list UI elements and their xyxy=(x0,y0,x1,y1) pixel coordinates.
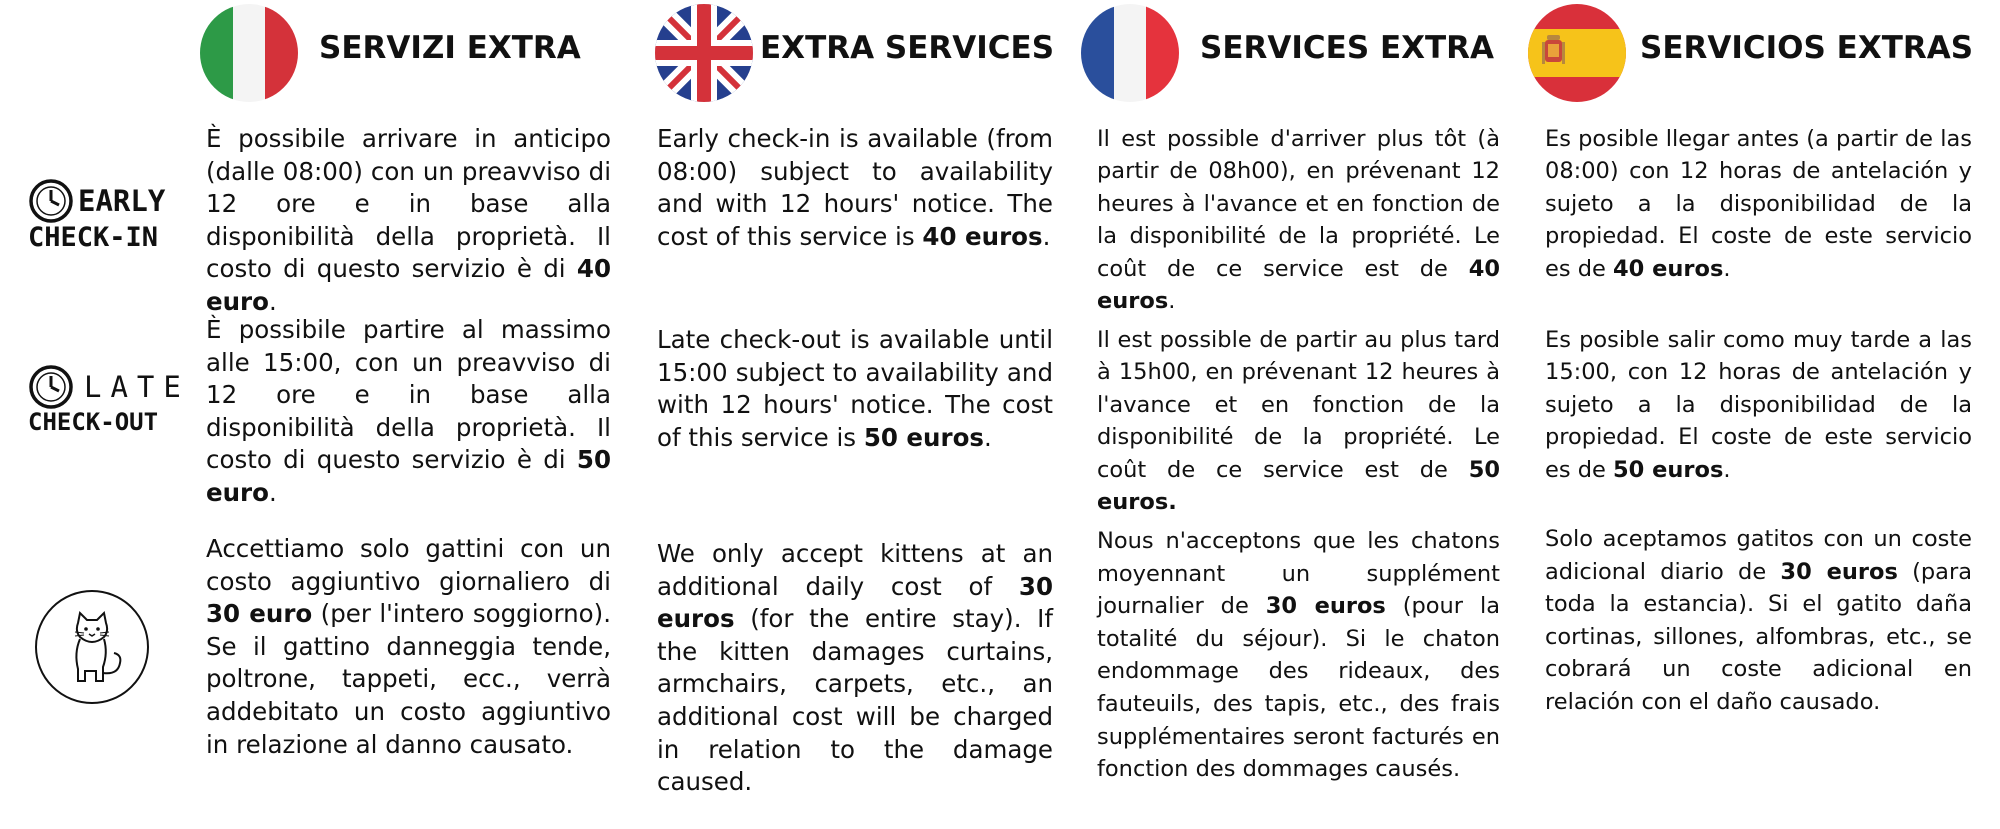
fr-pets-text: Nous n'acceptons que les chatons moyennant un supplément journalier de 30 euros (pour la totalité du séjour). Si le chaton endommage des rideaux, des fauteuils, des tapis, etc., des frais supplémentaires seront facturés en fonction des dommages causés. xyxy=(1097,528,1500,783)
it-pets-text: Accettiamo solo gattini con un costo aggiuntivo giornaliero di 30 euro (per l'intero soggiorno). Se il gattino danneggia tende, poltrone, tappeti, ecc., verrà addebitato un costo aggiuntivo in relazione al danno causato. xyxy=(206,534,611,759)
header-title-it: SERVIZI EXTRA xyxy=(319,30,581,66)
spain-flag-icon xyxy=(1528,4,1626,102)
fr-late-text: Il est possible de partir au plus tard à 15h00, en prévenant 12 heures à l'avance et en fonction de la disponibilité de la propriété. Le coût de ce service est de 50 euros. xyxy=(1097,327,1500,516)
it-pets-price: 30 euro xyxy=(206,599,313,629)
italy-flag-icon xyxy=(200,4,298,102)
en-pets-text: We only accept kittens at an additional daily cost of 30 euros (for the entire stay). If the kitten damages curtains, armchairs, carpets, etc., an additional cost will be charged in relation to the damage caused. xyxy=(657,539,1053,797)
en-pets-price: 30 euros xyxy=(657,571,1053,634)
header-title-es: SERVICIOS EXTRAS xyxy=(1640,30,1974,66)
france-flag-icon xyxy=(1081,4,1179,102)
es-pets-price: 30 euros xyxy=(1780,558,1898,585)
early-label-top: EARLY xyxy=(78,184,166,218)
en-late-price: 50 euros xyxy=(863,422,984,452)
es-late-price: 50 euros xyxy=(1613,456,1724,483)
header-title-en: EXTRA SERVICES xyxy=(760,30,1055,66)
es-pets-text: Solo aceptamos gatitos con un coste adicional diario de 30 euros (para toda la estancia). Si el gatito daña cortinas, sillones, alfombras, etc., se cobrará un coste adicional en relación con el daño causado. xyxy=(1545,526,1972,715)
late-label-top: LATE xyxy=(84,370,190,404)
fr-late-price: 50 euros. xyxy=(1097,456,1500,516)
late-checkout-label xyxy=(28,364,188,442)
header-title-fr: SERVICES EXTRA xyxy=(1200,30,1495,66)
es-early-text: Es posible llegar antes (a partir de las 08:00) con 12 horas de antelación y sujeto a la disponibilidad de la propiedad. El coste de este servicio es de 40 euros. xyxy=(1545,126,1972,282)
uk-flag-icon xyxy=(655,4,753,102)
es-late-text: Es posible salir como muy tarde a las 15:00, con 12 horas de antelación y sujeto a la disponibilidad de la propiedad. El coste de este servicio es de 50 euros. xyxy=(1545,327,1972,483)
fr-early-price: 40 euros xyxy=(1097,255,1500,315)
cat-icon xyxy=(34,589,150,710)
en-early-price: 40 euros xyxy=(922,221,1043,251)
fr-pets-price: 30 euros xyxy=(1265,593,1386,620)
late-label-bottom: CHECK-OUT xyxy=(28,408,159,436)
it-late-text: È possibile partire al massimo alle 15:00, con un preavviso di 12 ore e in base alla disponibilità della proprietà. Il costo di questo servizio è di 50 euro. xyxy=(206,315,611,507)
es-early-price: 40 euros xyxy=(1613,255,1724,282)
en-late-text: Late check-out is available until 15:00 subject to availability and with 12 hours' notice. The cost of this service is 50 euros. xyxy=(657,325,1053,452)
en-early-text: Early check-in is available (from 08:00) subject to availability and with 12 hours' notice. The cost of this service is 40 euros. xyxy=(657,124,1053,251)
it-early-text: È possibile arrivare in anticipo (dalle 08:00) con un preavviso di 12 ore e in base alla disponibilità della proprietà. Il costo di questo servizio è di 40 euro. xyxy=(206,124,611,316)
early-checkin-label xyxy=(28,178,183,256)
early-label-bottom: CHECK-IN xyxy=(28,222,159,253)
it-early-price: 40 euro xyxy=(206,254,611,316)
it-late-price: 50 euro xyxy=(206,445,611,507)
fr-early-text: Il est possible d'arriver plus tôt (à partir de 08h00), en prévenant 12 heures à l'avance et en fonction de la disponibilité de la propriété. Le coût de ce service est de 40 euros. xyxy=(1097,126,1500,315)
